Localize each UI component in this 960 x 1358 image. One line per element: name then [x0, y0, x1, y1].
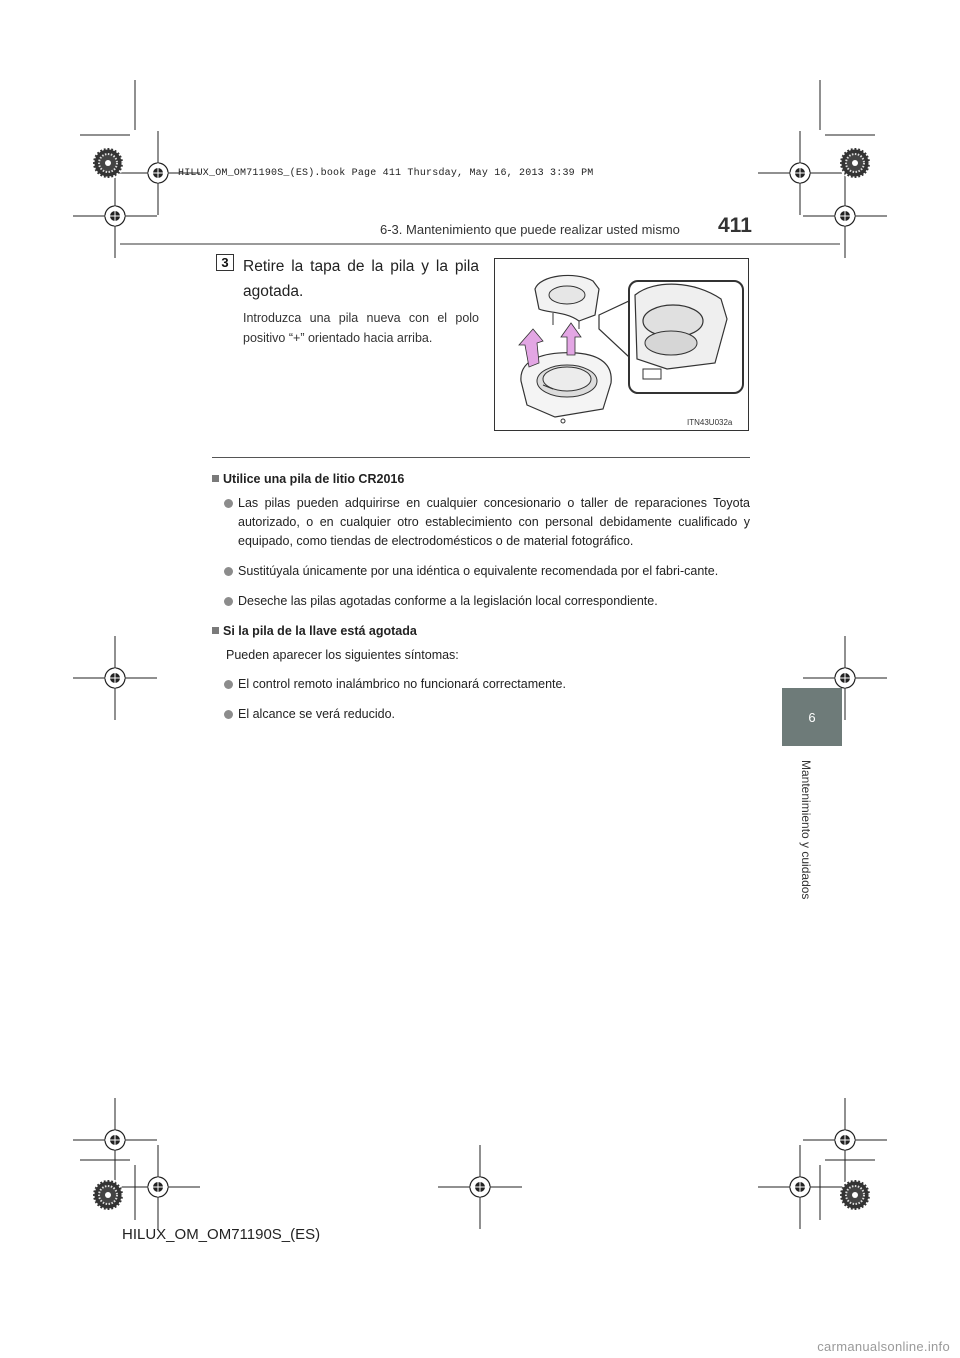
- bullet-dot-icon: [224, 597, 233, 606]
- header-rule: [120, 243, 840, 245]
- chapter-number: 6: [808, 709, 816, 725]
- running-header: 6-3. Mantenimiento que puede realizar usted mismo: [380, 222, 680, 237]
- battery-cover-drawing: [535, 275, 599, 329]
- battery-replacement-drawing: [495, 259, 748, 430]
- step-note: Introduzca una pila nueva con el polo positivo “+” orientado hacia arriba.: [243, 311, 479, 345]
- section-rule: [212, 457, 750, 458]
- square-bullet-icon: [212, 627, 219, 634]
- key-battery-illustration: [494, 258, 749, 431]
- chapter-tab: [782, 688, 842, 746]
- list-item: Las pilas pueden adquirirse en cualquier concesionario o taller de reparaciones Toyota autorizado, o en cualquier otro establecimiento con personal debidamente cualificado y equipado, como tiendas de electrodomésticos o de material fotográfico.: [212, 494, 750, 551]
- notes-content: [212, 470, 750, 735]
- bullet-dot-icon: [224, 710, 233, 719]
- bullet-dot-icon: [224, 680, 233, 689]
- section-intro: Pueden aparecer los siguientes síntomas:: [226, 648, 459, 662]
- chapter-side-label: Mantenimiento y cuidados: [799, 760, 813, 900]
- step-number-badge: 3: [216, 254, 234, 271]
- square-bullet-icon: [212, 475, 219, 482]
- list-item: Deseche las pilas agotadas conforme a la legislación local correspondiente.: [212, 592, 750, 611]
- figure-code: ITN43U032a: [687, 418, 733, 427]
- bullet-dot-icon: [224, 567, 233, 576]
- note-section-dead-battery: [212, 622, 750, 724]
- list-item: El alcance se verá reducido.: [212, 705, 750, 724]
- book-slug-line: HILUX_OM_OM71190S_(ES).book Page 411 Thursday, May 16, 2013 3:39 PM: [178, 168, 594, 179]
- list-item: El control remoto inalámbrico no funcionará correctamente.: [212, 675, 750, 694]
- page-number: 411: [718, 214, 752, 237]
- step-title: Retire la tapa de la pila y la pila agotada.: [243, 258, 479, 300]
- watermark: carmanualsonline.info: [817, 1339, 950, 1354]
- footer-document-id: HILUX_OM_OM71190S_(ES): [122, 1226, 321, 1243]
- note-section-battery-type: [212, 470, 750, 611]
- bullet-dot-icon: [224, 499, 233, 508]
- section-heading: Si la pila de la llave está agotada: [212, 622, 750, 640]
- section-heading: Utilice una pila de litio CR2016: [212, 470, 750, 488]
- zoom-detail: [599, 281, 743, 393]
- list-item: Sustitúyala únicamente por una idéntica o equivalente recomendada por el fabri-cante.: [212, 562, 750, 581]
